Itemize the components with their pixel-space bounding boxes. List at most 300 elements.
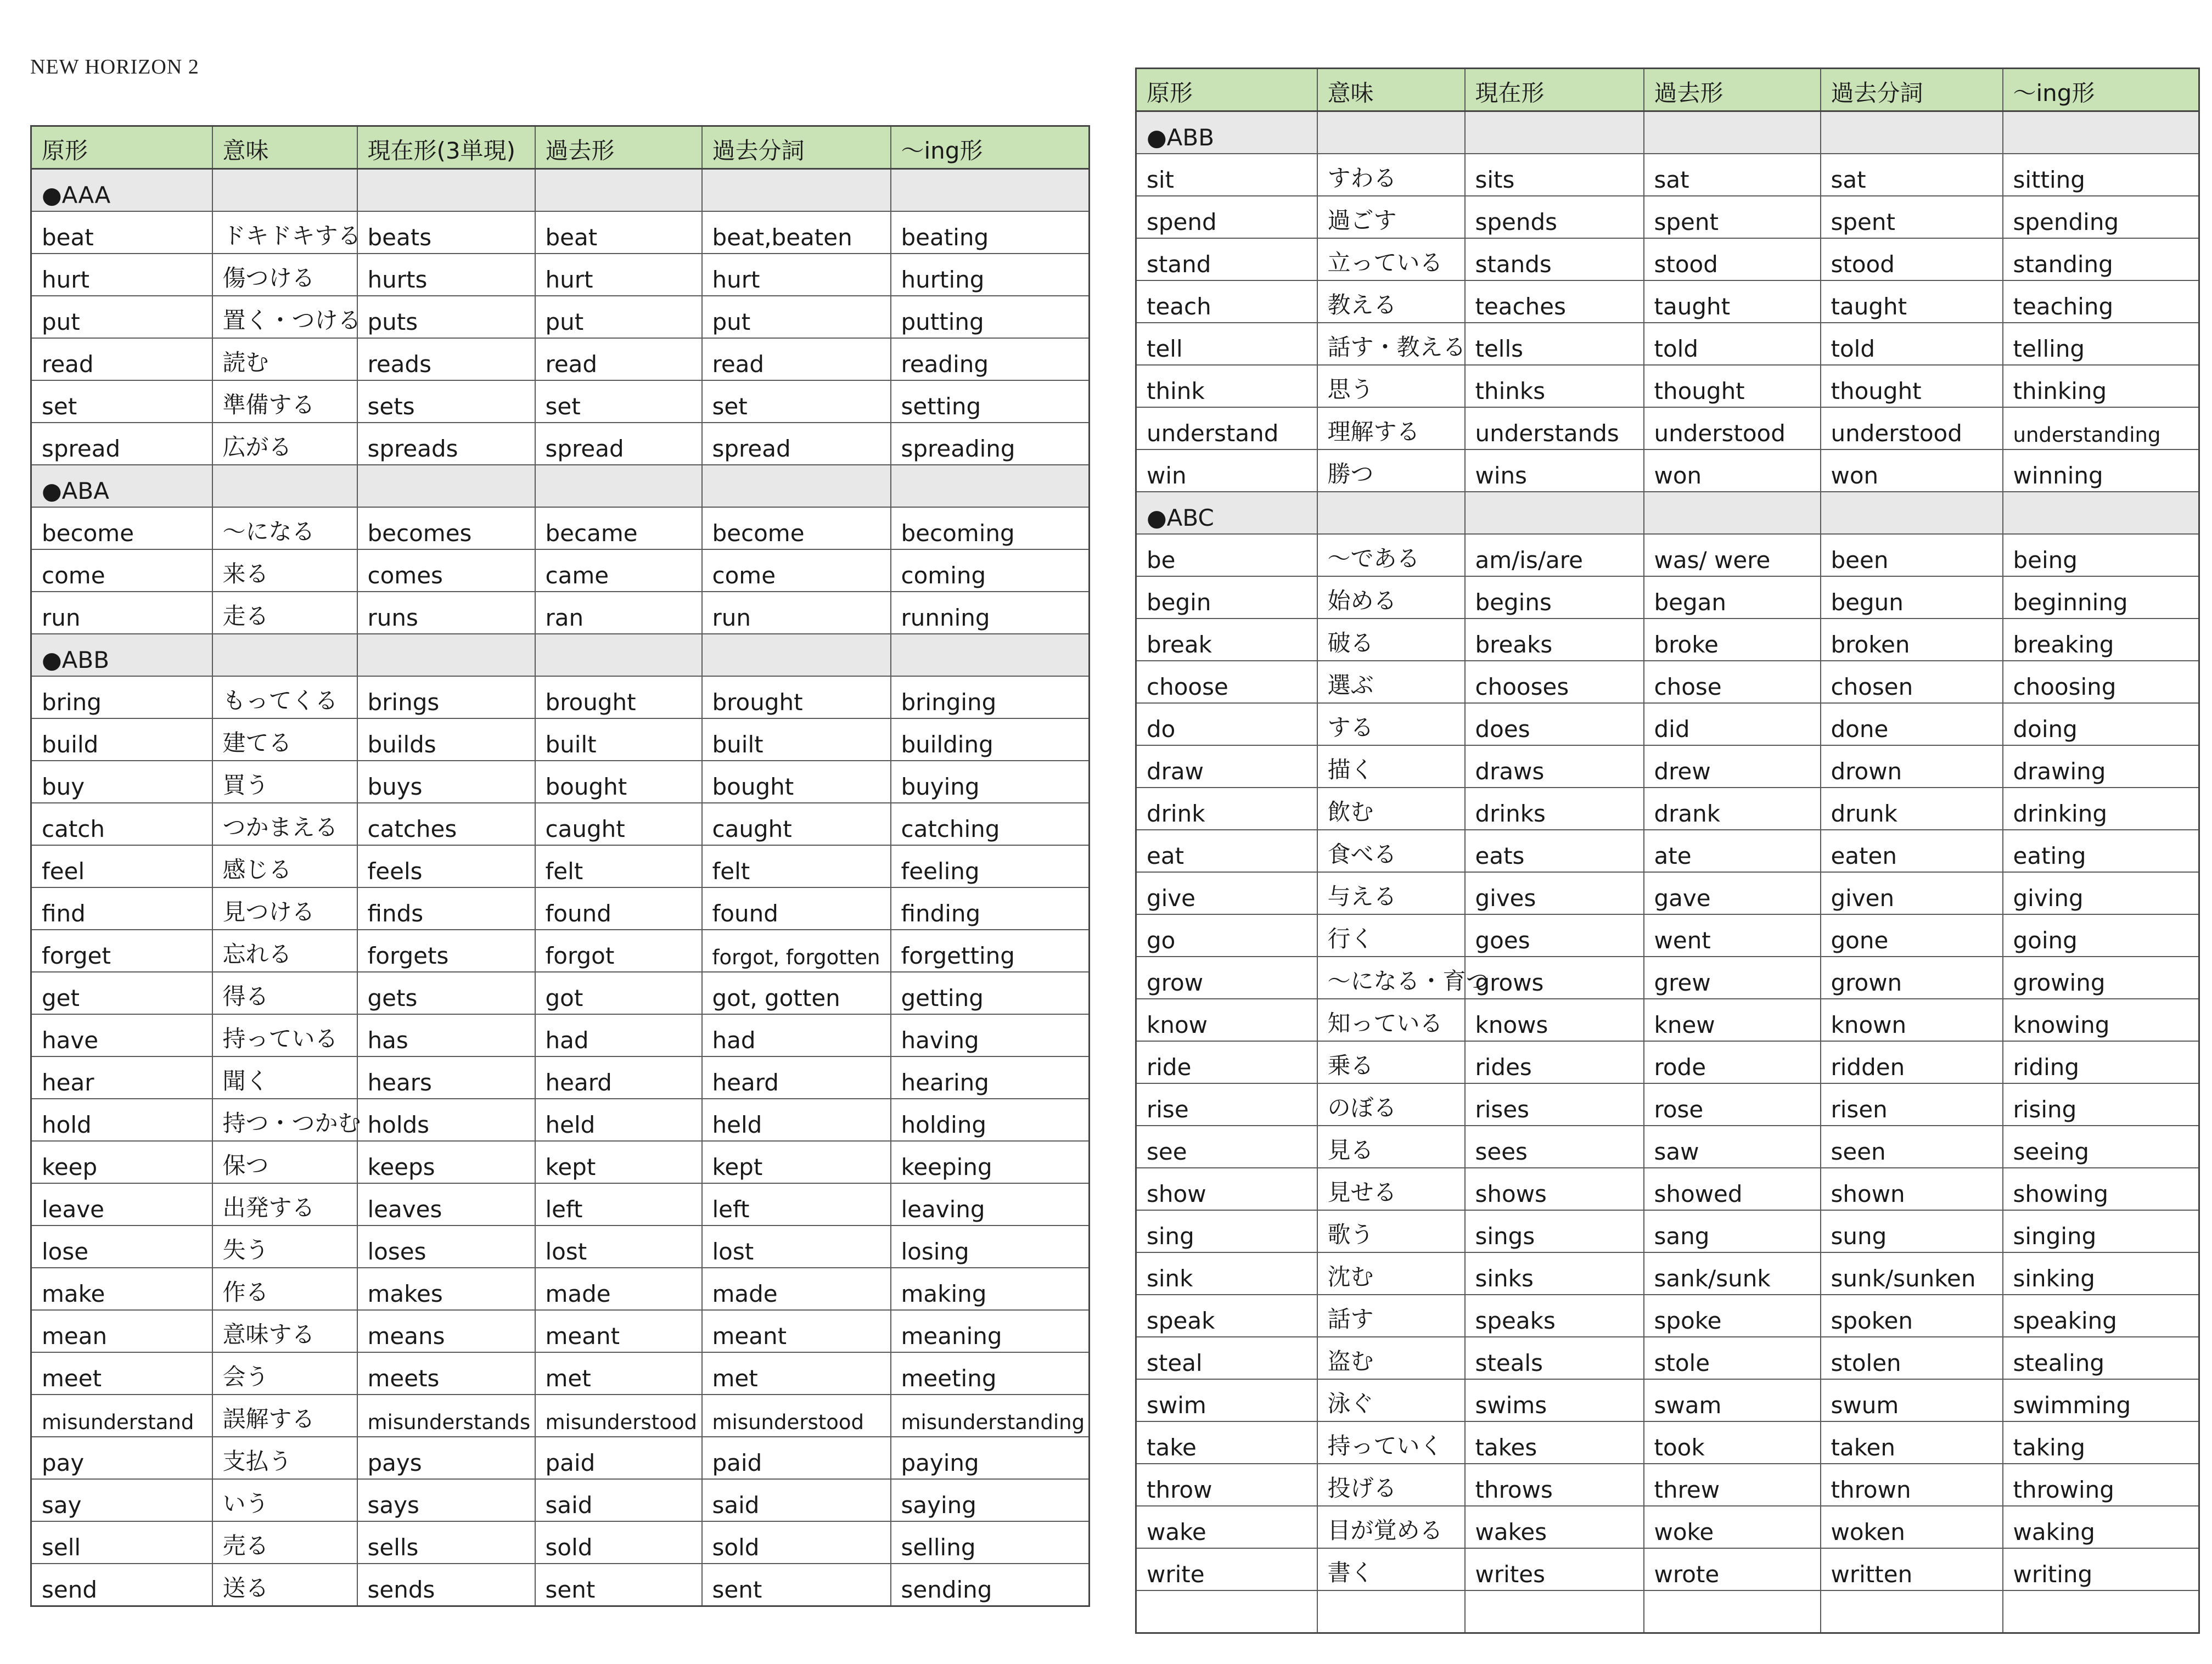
verb-row — [1136, 661, 2199, 703]
cell-ing-form: knowing — [2003, 999, 2199, 1041]
header-base-form: 原形 — [31, 126, 212, 169]
cell-base-form: sell — [31, 1521, 212, 1564]
verb-row — [31, 1310, 1090, 1352]
cell-base-form: ride — [1136, 1041, 1317, 1083]
group-label: ●ABB — [31, 634, 212, 676]
cell-past-participle: forgot, forgotten — [702, 930, 891, 972]
cell-meaning: 建てる — [212, 718, 357, 761]
cell-past-form: won — [1644, 449, 1821, 492]
cell-past-form: took — [1644, 1421, 1821, 1464]
cell-meaning: 誤解する — [212, 1395, 357, 1437]
cell-present-form: loses — [357, 1225, 535, 1268]
cell-past-participle: sent — [702, 1564, 891, 1606]
cell-base-form: catch — [31, 803, 212, 845]
cell-base-form: buy — [31, 761, 212, 803]
cell-past-form: built — [535, 718, 702, 761]
verb-row — [1136, 534, 2199, 576]
cell-base-form: lose — [31, 1225, 212, 1268]
cell-present-form: has — [357, 1014, 535, 1056]
verb-row — [1136, 1590, 2199, 1633]
cell-past-form: met — [535, 1352, 702, 1395]
cell-present-form: sings — [1465, 1210, 1644, 1252]
verb-row — [1136, 999, 2199, 1041]
cell-past-form: set — [535, 380, 702, 423]
cell-base-form: meet — [31, 1352, 212, 1395]
cell-base-form: show — [1136, 1168, 1317, 1210]
cell-present-form: writes — [1465, 1548, 1644, 1590]
cell-present-form: spreads — [357, 423, 535, 465]
cell-past-form: gave — [1644, 872, 1821, 914]
cell-base-form: spend — [1136, 196, 1317, 238]
verb-row — [1136, 196, 2199, 238]
cell-meaning: 出発する — [212, 1183, 357, 1225]
verb-row — [1136, 1421, 2199, 1464]
cell-ing-form: building — [891, 718, 1090, 761]
cell-meaning: ドキドキする — [212, 211, 357, 254]
cell-present-form: grows — [1465, 957, 1644, 999]
verb-row — [31, 211, 1090, 254]
cell-base-form: write — [1136, 1548, 1317, 1590]
cell-meaning: 置く・つける — [212, 296, 357, 338]
cell-ing-form: meaning — [891, 1310, 1090, 1352]
cell-meaning: 送る — [212, 1564, 357, 1606]
cell-meaning: 教える — [1317, 280, 1465, 323]
cell-past-participle: eaten — [1821, 830, 2003, 872]
group-cell-empty — [1821, 492, 2003, 534]
cell-ing-form: eating — [2003, 830, 2199, 872]
group-cell-empty — [212, 169, 357, 212]
cell-ing-form: holding — [891, 1099, 1090, 1141]
cell-present-form: buys — [357, 761, 535, 803]
cell-ing-form: leaving — [891, 1183, 1090, 1225]
cell-past-participle — [1821, 1590, 2003, 1633]
verb-row — [1136, 872, 2199, 914]
cell-present-form: teaches — [1465, 280, 1644, 323]
group-cell-empty — [212, 465, 357, 507]
cell-ing-form: drinking — [2003, 788, 2199, 830]
group-cell-empty — [1644, 492, 1821, 534]
cell-meaning: 破る — [1317, 619, 1465, 661]
cell-meaning: 失う — [212, 1225, 357, 1268]
cell-meaning: する — [1317, 703, 1465, 745]
cell-meaning: 思う — [1317, 365, 1465, 407]
cell-base-form: become — [31, 507, 212, 549]
cell-ing-form: going — [2003, 914, 2199, 957]
cell-past-participle: left — [702, 1183, 891, 1225]
cell-past-participle: won — [1821, 449, 2003, 492]
header-past-form: 過去形 — [1644, 69, 1821, 111]
group-cell-empty — [535, 169, 702, 212]
group-cell-empty — [1317, 111, 1465, 154]
cell-meaning: 行く — [1317, 914, 1465, 957]
group-cell-empty — [891, 465, 1090, 507]
cell-base-form: bring — [31, 676, 212, 718]
cell-past-participle: known — [1821, 999, 2003, 1041]
cell-ing-form: riding — [2003, 1041, 2199, 1083]
cell-past-participle: come — [702, 549, 891, 592]
cell-past-form: forgot — [535, 930, 702, 972]
cell-past-form: ate — [1644, 830, 1821, 872]
cell-past-participle: woken — [1821, 1506, 2003, 1548]
verb-row — [1136, 745, 2199, 788]
cell-base-form: beat — [31, 211, 212, 254]
cell-base-form: make — [31, 1268, 212, 1310]
cell-past-participle: beat,beaten — [702, 211, 891, 254]
cell-past-participle: sunk/sunken — [1821, 1252, 2003, 1295]
cell-base-form: misunderstand — [31, 1395, 212, 1437]
cell-present-form: sits — [1465, 154, 1644, 196]
cell-past-participle: got, gotten — [702, 972, 891, 1014]
cell-ing-form: doing — [2003, 703, 2199, 745]
cell-base-form: take — [1136, 1421, 1317, 1464]
cell-past-form: held — [535, 1099, 702, 1141]
cell-past-form: beat — [535, 211, 702, 254]
cell-meaning: 過ごす — [1317, 196, 1465, 238]
verb-row — [31, 549, 1090, 592]
verb-row — [1136, 1252, 2199, 1295]
cell-meaning: 作る — [212, 1268, 357, 1310]
cell-meaning: 見せる — [1317, 1168, 1465, 1210]
cell-past-participle: heard — [702, 1056, 891, 1099]
cell-past-participle: felt — [702, 845, 891, 887]
cell-past-form: spoke — [1644, 1295, 1821, 1337]
cell-base-form — [1136, 1590, 1317, 1633]
cell-base-form: feel — [31, 845, 212, 887]
cell-past-form: rose — [1644, 1083, 1821, 1126]
cell-past-participle: read — [702, 338, 891, 380]
cell-past-form: did — [1644, 703, 1821, 745]
cell-ing-form: giving — [2003, 872, 2199, 914]
group-row — [1136, 111, 2199, 154]
verb-row — [1136, 1168, 2199, 1210]
cell-present-form: feels — [357, 845, 535, 887]
cell-meaning: 立っている — [1317, 238, 1465, 280]
cell-past-form: threw — [1644, 1464, 1821, 1506]
cell-meaning: 広がる — [212, 423, 357, 465]
cell-present-form: puts — [357, 296, 535, 338]
cell-meaning: 忘れる — [212, 930, 357, 972]
cell-ing-form: getting — [891, 972, 1090, 1014]
cell-present-form: drinks — [1465, 788, 1644, 830]
cell-ing-form: finding — [891, 887, 1090, 930]
verb-row — [31, 845, 1090, 887]
cell-ing-form: becoming — [891, 507, 1090, 549]
cell-meaning: 来る — [212, 549, 357, 592]
verb-row — [31, 1225, 1090, 1268]
group-cell-empty — [891, 169, 1090, 212]
cell-base-form: set — [31, 380, 212, 423]
cell-present-form: chooses — [1465, 661, 1644, 703]
group-cell-empty — [1644, 111, 1821, 154]
cell-meaning: 走る — [212, 592, 357, 634]
cell-ing-form: swimming — [2003, 1379, 2199, 1421]
group-cell-empty — [357, 169, 535, 212]
cell-base-form: steal — [1136, 1337, 1317, 1379]
verb-table-right — [1135, 68, 2200, 1634]
cell-present-form: sees — [1465, 1126, 1644, 1168]
cell-ing-form: writing — [2003, 1548, 2199, 1590]
cell-present-form: spends — [1465, 196, 1644, 238]
cell-base-form: sit — [1136, 154, 1317, 196]
group-label: ●AAA — [31, 169, 212, 212]
cell-base-form: tell — [1136, 323, 1317, 365]
group-cell-empty — [891, 634, 1090, 676]
cell-meaning: 保つ — [212, 1141, 357, 1183]
cell-meaning: つかまえる — [212, 803, 357, 845]
cell-past-participle: ridden — [1821, 1041, 2003, 1083]
cell-ing-form: choosing — [2003, 661, 2199, 703]
group-cell-empty — [212, 634, 357, 676]
cell-past-participle: hurt — [702, 254, 891, 296]
cell-ing-form: hearing — [891, 1056, 1090, 1099]
cell-present-form: becomes — [357, 507, 535, 549]
cell-past-participle: run — [702, 592, 891, 634]
cell-base-form: wake — [1136, 1506, 1317, 1548]
cell-meaning: 飲む — [1317, 788, 1465, 830]
cell-past-form: felt — [535, 845, 702, 887]
cell-past-participle: done — [1821, 703, 2003, 745]
cell-present-form: beats — [357, 211, 535, 254]
verb-row — [1136, 1083, 2199, 1126]
cell-past-participle: drunk — [1821, 788, 2003, 830]
cell-ing-form: setting — [891, 380, 1090, 423]
cell-past-form: ran — [535, 592, 702, 634]
cell-past-participle: caught — [702, 803, 891, 845]
verb-row — [31, 592, 1090, 634]
group-label: ●ABB — [1136, 111, 1317, 154]
group-cell-empty — [1821, 111, 2003, 154]
cell-present-form: makes — [357, 1268, 535, 1310]
cell-past-form: thought — [1644, 365, 1821, 407]
cell-past-form: drew — [1644, 745, 1821, 788]
group-cell-empty — [1317, 492, 1465, 534]
cell-base-form: keep — [31, 1141, 212, 1183]
cell-past-form: grew — [1644, 957, 1821, 999]
group-label: ●ABC — [1136, 492, 1317, 534]
cell-past-form: spread — [535, 423, 702, 465]
cell-present-form: rides — [1465, 1041, 1644, 1083]
cell-present-form: shows — [1465, 1168, 1644, 1210]
verb-row — [1136, 154, 2199, 196]
group-cell-empty — [535, 465, 702, 507]
cell-past-participle: begun — [1821, 576, 2003, 619]
cell-base-form: read — [31, 338, 212, 380]
cell-ing-form: losing — [891, 1225, 1090, 1268]
cell-present-form: keeps — [357, 1141, 535, 1183]
document-title: NEW HORIZON 2 — [30, 55, 199, 78]
cell-present-form: means — [357, 1310, 535, 1352]
verb-row — [1136, 1041, 2199, 1083]
cell-meaning: 投げる — [1317, 1464, 1465, 1506]
verb-row — [31, 718, 1090, 761]
cell-present-form: misunderstands — [357, 1395, 535, 1437]
cell-meaning: ～になる・育つ — [1317, 957, 1465, 999]
verb-row — [31, 1099, 1090, 1141]
cell-ing-form: beating — [891, 211, 1090, 254]
cell-ing-form: making — [891, 1268, 1090, 1310]
header-past-form: 過去形 — [535, 126, 702, 169]
group-cell-empty — [1465, 492, 1644, 534]
group-cell-empty — [1465, 111, 1644, 154]
verb-row — [31, 423, 1090, 465]
group-cell-empty — [357, 634, 535, 676]
header-present-form: 現在形 — [1465, 69, 1644, 111]
cell-past-form: rode — [1644, 1041, 1821, 1083]
cell-past-form: sat — [1644, 154, 1821, 196]
cell-present-form: hurts — [357, 254, 535, 296]
cell-base-form: rise — [1136, 1083, 1317, 1126]
verb-row — [31, 1183, 1090, 1225]
cell-past-participle: met — [702, 1352, 891, 1395]
cell-ing-form: feeling — [891, 845, 1090, 887]
verb-row — [1136, 1295, 2199, 1337]
cell-past-participle: meant — [702, 1310, 891, 1352]
cell-meaning: 書く — [1317, 1548, 1465, 1590]
cell-meaning: 持っている — [212, 1014, 357, 1056]
cell-meaning: すわる — [1317, 154, 1465, 196]
cell-past-participle: had — [702, 1014, 891, 1056]
cell-ing-form: buying — [891, 761, 1090, 803]
cell-ing-form: singing — [2003, 1210, 2199, 1252]
cell-ing-form: telling — [2003, 323, 2199, 365]
cell-past-form: sang — [1644, 1210, 1821, 1252]
cell-meaning: 話す — [1317, 1295, 1465, 1337]
cell-ing-form: meeting — [891, 1352, 1090, 1395]
cell-present-form: speaks — [1465, 1295, 1644, 1337]
verb-row — [31, 338, 1090, 380]
cell-past-participle: grown — [1821, 957, 2003, 999]
cell-past-form: showed — [1644, 1168, 1821, 1210]
cell-base-form: come — [31, 549, 212, 592]
header-ing-form: ～ing形 — [2003, 69, 2199, 111]
group-cell-empty — [702, 465, 891, 507]
group-row — [31, 465, 1090, 507]
cell-meaning: 見る — [1317, 1126, 1465, 1168]
cell-ing-form: sending — [891, 1564, 1090, 1606]
cell-meaning: もってくる — [212, 676, 357, 718]
cell-base-form: eat — [1136, 830, 1317, 872]
cell-ing-form: bringing — [891, 676, 1090, 718]
cell-present-form: stands — [1465, 238, 1644, 280]
cell-past-form: understood — [1644, 407, 1821, 449]
cell-meaning: 食べる — [1317, 830, 1465, 872]
group-row — [1136, 492, 2199, 534]
verb-row — [1136, 238, 2199, 280]
cell-ing-form: sitting — [2003, 154, 2199, 196]
header-past-participle: 過去分詞 — [702, 126, 891, 169]
cell-past-participle: bought — [702, 761, 891, 803]
cell-base-form: draw — [1136, 745, 1317, 788]
cell-past-form: stole — [1644, 1337, 1821, 1379]
cell-past-participle: built — [702, 718, 891, 761]
verb-row — [31, 676, 1090, 718]
cell-past-form: sold — [535, 1521, 702, 1564]
cell-meaning: 始める — [1317, 576, 1465, 619]
cell-meaning: 勝つ — [1317, 449, 1465, 492]
cell-past-form: wrote — [1644, 1548, 1821, 1590]
cell-base-form: mean — [31, 1310, 212, 1352]
verb-table-left — [30, 125, 1090, 1607]
cell-past-form: hurt — [535, 254, 702, 296]
cell-present-form: holds — [357, 1099, 535, 1141]
verb-row — [1136, 957, 2199, 999]
header-meaning: 意味 — [1317, 69, 1465, 111]
group-cell-empty — [702, 634, 891, 676]
cell-ing-form: winning — [2003, 449, 2199, 492]
verb-row — [31, 1056, 1090, 1099]
cell-meaning: 見つける — [212, 887, 357, 930]
verb-row — [31, 930, 1090, 972]
group-label: ●ABA — [31, 465, 212, 507]
cell-ing-form: forgetting — [891, 930, 1090, 972]
cell-ing-form: thinking — [2003, 365, 2199, 407]
cell-base-form: speak — [1136, 1295, 1317, 1337]
cell-past-form: stood — [1644, 238, 1821, 280]
cell-meaning: 持つ・つかむ — [212, 1099, 357, 1141]
verb-row — [31, 254, 1090, 296]
verb-row — [1136, 619, 2199, 661]
verb-row — [31, 761, 1090, 803]
group-cell-empty — [2003, 492, 2199, 534]
verb-row — [31, 1437, 1090, 1479]
cell-past-participle: spent — [1821, 196, 2003, 238]
cell-present-form: does — [1465, 703, 1644, 745]
cell-past-form: paid — [535, 1437, 702, 1479]
cell-past-form: saw — [1644, 1126, 1821, 1168]
verb-row — [31, 972, 1090, 1014]
cell-meaning: 話す・教える — [1317, 323, 1465, 365]
cell-past-participle: shown — [1821, 1168, 2003, 1210]
cell-meaning: 泳ぐ — [1317, 1379, 1465, 1421]
cell-past-form — [1644, 1590, 1821, 1633]
cell-past-form: taught — [1644, 280, 1821, 323]
cell-base-form: win — [1136, 449, 1317, 492]
verb-row — [31, 1564, 1090, 1606]
cell-past-form: had — [535, 1014, 702, 1056]
cell-base-form: hurt — [31, 254, 212, 296]
cell-ing-form: paying — [891, 1437, 1090, 1479]
cell-past-form: woke — [1644, 1506, 1821, 1548]
cell-meaning: 売る — [212, 1521, 357, 1564]
cell-present-form: wins — [1465, 449, 1644, 492]
cell-past-participle: lost — [702, 1225, 891, 1268]
cell-past-participle: risen — [1821, 1083, 2003, 1126]
cell-base-form: pay — [31, 1437, 212, 1479]
verb-row — [31, 1352, 1090, 1395]
verb-row — [31, 1141, 1090, 1183]
cell-base-form: begin — [1136, 576, 1317, 619]
verb-row — [1136, 1337, 2199, 1379]
cell-ing-form: rising — [2003, 1083, 2199, 1126]
cell-base-form: put — [31, 296, 212, 338]
cell-past-form: said — [535, 1479, 702, 1521]
cell-meaning: 選ぶ — [1317, 661, 1465, 703]
cell-base-form: sink — [1136, 1252, 1317, 1295]
cell-past-form: broke — [1644, 619, 1821, 661]
cell-ing-form: running — [891, 592, 1090, 634]
cell-meaning: 聞く — [212, 1056, 357, 1099]
cell-ing-form: spreading — [891, 423, 1090, 465]
cell-base-form: get — [31, 972, 212, 1014]
verb-row — [1136, 449, 2199, 492]
cell-past-participle: sung — [1821, 1210, 2003, 1252]
cell-ing-form: sinking — [2003, 1252, 2199, 1295]
cell-ing-form: speaking — [2003, 1295, 2199, 1337]
cell-past-participle: been — [1821, 534, 2003, 576]
cell-base-form: hold — [31, 1099, 212, 1141]
verb-row — [1136, 1506, 2199, 1548]
cell-meaning: のぼる — [1317, 1083, 1465, 1126]
